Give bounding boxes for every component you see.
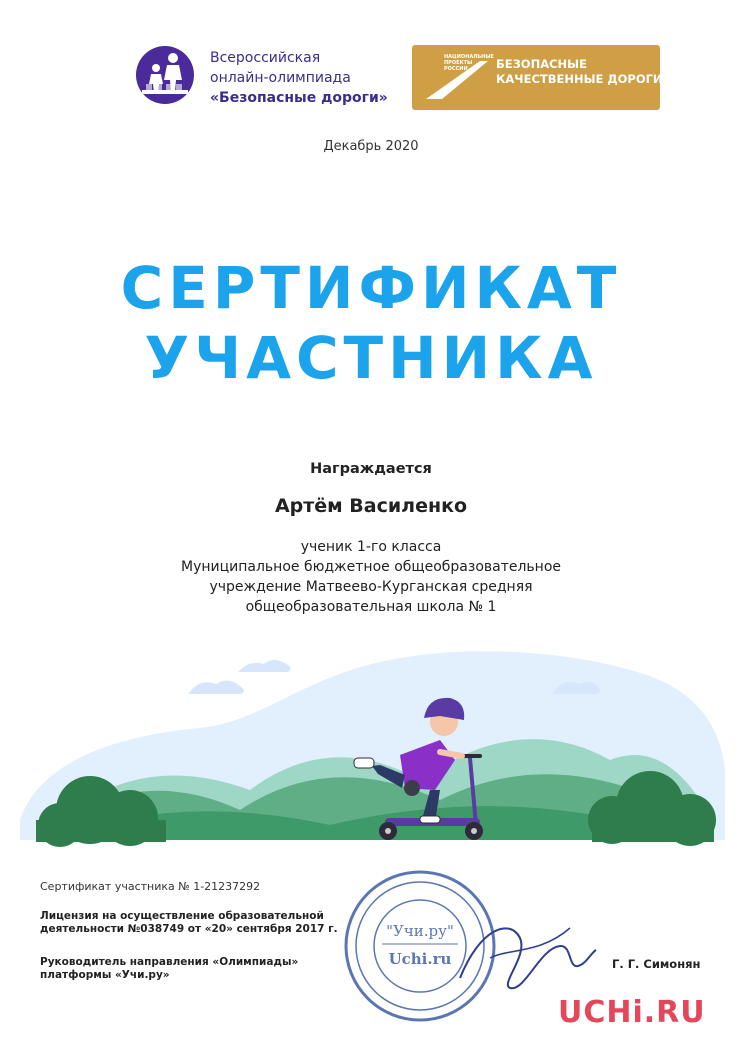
national-project-logo [412, 45, 663, 110]
olympiad-name-line3: «Безопасные дороги» [210, 90, 388, 106]
recipient-school-line2: учреждение Матвеево-Курганская средняя [209, 579, 533, 595]
awarded-label: Награждается [310, 461, 432, 477]
license-line1: Лицензия на осуществление образовательной [40, 910, 324, 922]
recipient-name: Артём Василенко [274, 495, 468, 517]
recipient-school-line3: общеобразовательная школа № 1 [245, 599, 497, 615]
olympiad-name-line1: Всероссийская [210, 50, 321, 66]
kids-crossing-icon [136, 46, 194, 104]
signer-name: Г. Г. Симонян [612, 957, 701, 971]
cloud-icon [188, 680, 244, 694]
head-title-line2: платформы «Учи.ру» [40, 969, 170, 981]
certificate-title-line2: УЧАСТНИКА [144, 324, 598, 392]
recipient-school-line1: Муниципальное бюджетное общеобразовательное [180, 559, 562, 575]
license-info [40, 910, 338, 936]
national-project-line1: БЕЗОПАСНЫЕ [496, 57, 587, 71]
head-title [40, 956, 298, 982]
certificate-number: Сертификат участника № 1-21237292 [40, 880, 261, 893]
stamp-line1: "Учи.ру" [386, 922, 454, 940]
license-line2: деятельности №038749 от «20» сентября 2017 г. [40, 923, 338, 935]
certificate-date: Декабрь 2020 [323, 139, 419, 154]
certificate-title [0, 253, 742, 393]
recipient-grade: ученик 1-го класса [300, 539, 442, 555]
uchi-logo: UCHi.RU [558, 995, 706, 1030]
certificate-title-line1: СЕРТИФИКАТ [120, 254, 622, 322]
signature-icon [450, 888, 600, 1008]
national-project-small-text: НАЦИОНАЛЬНЫЕ ПРОЕКТЫ РОССИИ [444, 54, 494, 72]
recipient-info [0, 537, 742, 617]
olympiad-logo [136, 44, 396, 114]
stamp-line2: Uchi.ru [388, 950, 452, 968]
head-title-line1: Руководитель направления «Олимпиады» [40, 956, 299, 968]
cloud-icon [238, 660, 291, 672]
olympiad-name-line2: онлайн-олимпиада [210, 70, 351, 86]
scooter-illustration [0, 640, 742, 850]
national-project-line2: КАЧЕСТВЕННЫЕ ДОРОГИ [496, 72, 663, 86]
road-icon [422, 55, 492, 103]
